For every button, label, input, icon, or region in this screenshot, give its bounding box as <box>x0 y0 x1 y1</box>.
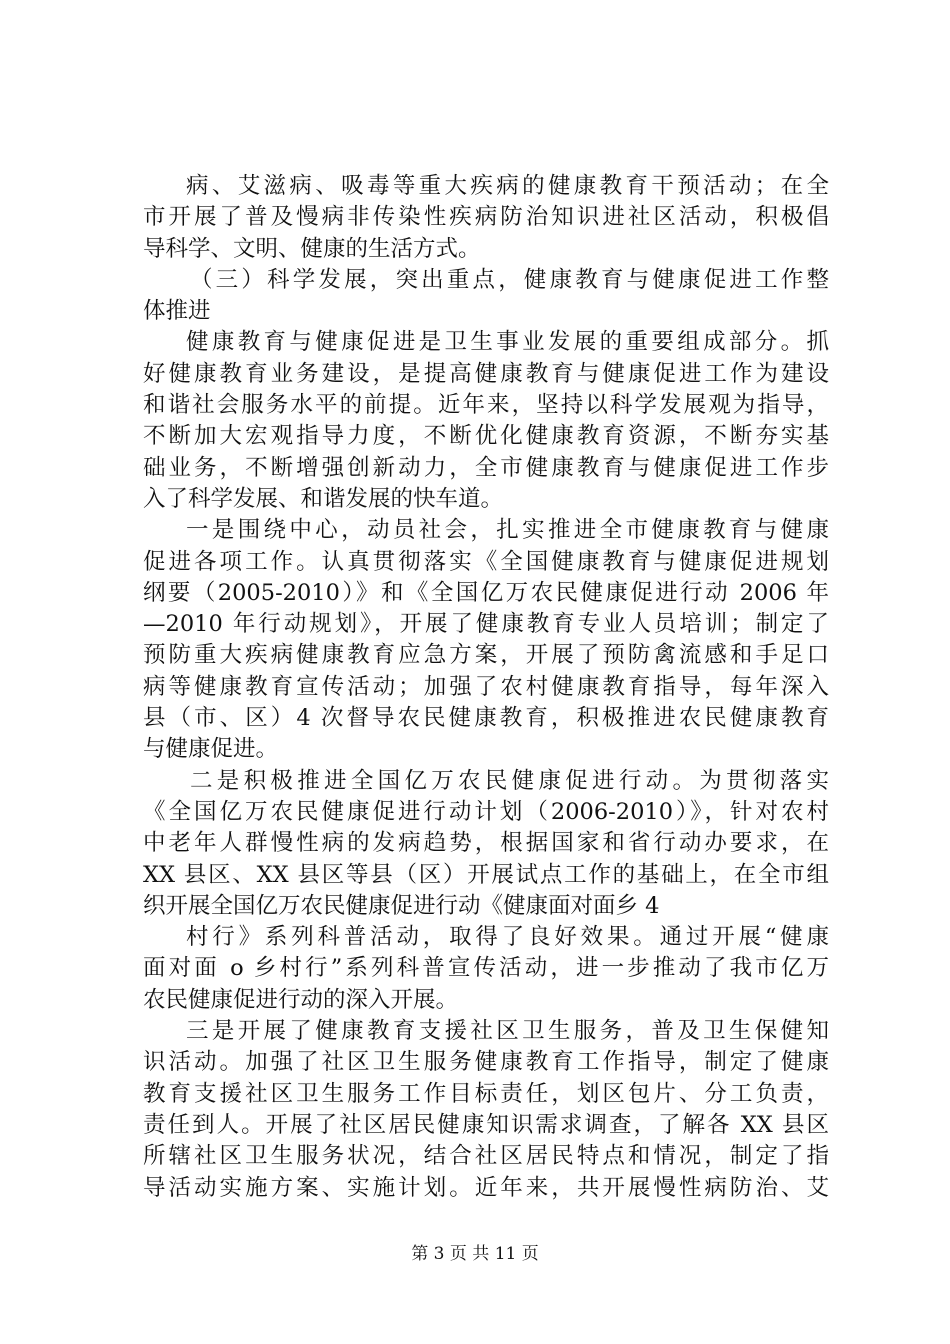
text-line: 导活动实施方案、实施计划。近年来，共开展慢性病防治、艾 <box>143 1174 829 1201</box>
text-line: 础业务，不断增强创新动力，全市健康教育与健康促进工作步 <box>143 454 829 481</box>
text-line: 责任到人。开展了社区居民健康知识需求调查，了解各 XX 县区 <box>143 1111 829 1138</box>
text-line: 不断加大宏观指导力度，不断优化健康教育资源，不断夯实基 <box>143 423 829 450</box>
text-line: 导科学、文明、健康的生活方式。 <box>143 235 481 262</box>
text-line: 织开展全国亿万农民健康促进行动《健康面对面乡 4 <box>143 892 660 919</box>
text-line: 所辖社区卫生服务状况，结合社区居民特点和情况，制定了指 <box>143 1143 829 1170</box>
text-line: 和谐社会服务水平的前提。近年来，坚持以科学发展观为指导， <box>143 392 829 419</box>
text-line: 纲要（2005-2010）》和《全国亿万农民健康促进行动 2006 年 <box>143 579 829 606</box>
text-line: —2010 年行动规划》，开展了健康教育专业人员培训；制定了 <box>143 611 829 638</box>
text-line: 识活动。加强了社区卫生服务健康教育工作指导，制定了健康 <box>143 1049 829 1076</box>
text-line: 三是开展了健康教育支援社区卫生服务，普及卫生保健知 <box>186 1018 829 1045</box>
text-line: 病等健康教育宣传活动；加强了农村健康教育指导，每年深入 <box>143 673 829 700</box>
text-line: 好健康教育业务建设，是提高健康教育与健康促进工作为建设 <box>143 360 829 387</box>
text-line: 病、艾滋病、吸毒等重大疾病的健康教育干预活动；在全 <box>186 173 829 199</box>
text-line: 预防重大疾病健康教育应急方案，开展了预防禽流感和手足口 <box>143 642 829 669</box>
text-line: 二是积极推进全国亿万农民健康促进行动。为贯彻落实 <box>190 767 829 794</box>
text-line: XX 县区、XX 县区等县（区）开展试点工作的基础上，在全市组 <box>143 861 829 888</box>
page-number-footer: 第 3 页 共 11 页 <box>411 1244 539 1264</box>
text-line: 村行》系列科普活动，取得了良好效果。通过开展“健康 <box>186 924 829 951</box>
body-text <box>143 171 829 1204</box>
text-line: 促进各项工作。认真贯彻落实《全国健康教育与健康促进规划 <box>143 548 829 575</box>
text-line: 健康教育与健康促进是卫生事业发展的重要组成部分。抓 <box>186 329 829 356</box>
text-line: 《全国亿万农民健康促进行动计划（2006-2010）》，针对农村 <box>143 798 829 825</box>
section-heading: （三）科学发展，突出重点，健康教育与健康促进工作整 <box>190 266 829 293</box>
section-heading: 体推进 <box>143 298 211 325</box>
text-line: 县（市、区）4 次督导农民健康教育，积极推进农民健康教育 <box>143 705 829 732</box>
text-line: 市开展了普及慢病非传染性疾病防治知识进社区活动，积极倡 <box>143 204 829 231</box>
text-line: 中老年人群慢性病的发病趋势，根据国家和省行动办要求，在 <box>143 830 829 857</box>
text-line: 一是围绕中心，动员社会，扎实推进全市健康教育与健康 <box>186 517 829 544</box>
text-line: 入了科学发展、和谐发展的快车道。 <box>143 485 504 512</box>
text-line: 教育支援社区卫生服务工作目标责任，划区包片、分工负责， <box>143 1080 829 1107</box>
text-line: 面对面 o 乡村行”系列科普宣传活动，进一步推动了我市亿万 <box>143 955 829 982</box>
text-line: 与健康促进。 <box>143 736 279 763</box>
text-line: 农民健康促进行动的深入开展。 <box>143 986 459 1013</box>
